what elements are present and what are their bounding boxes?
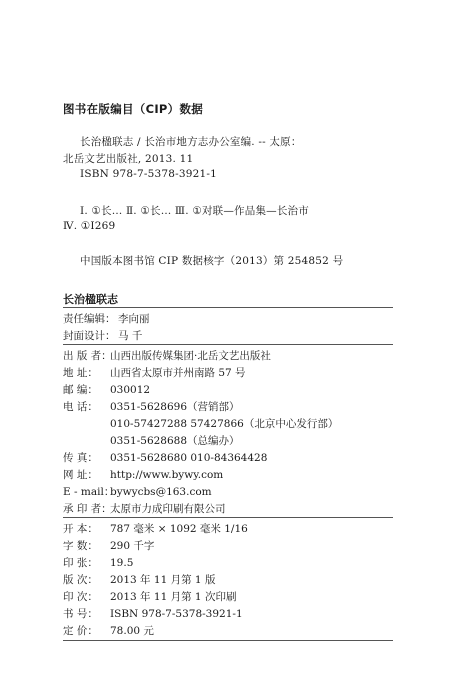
spec-value: 2013 年 11 月第 1 版: [110, 574, 216, 586]
spec-label: 开 本：: [63, 523, 98, 535]
info-value: 山西省太原市并州南路 57 号: [110, 367, 246, 379]
spec-label: 印 次：: [63, 591, 98, 603]
info-value: 0351-5628680 010-84364428: [110, 452, 268, 464]
info-printer: [63, 501, 226, 517]
cip-line-verification: 中国版本图书馆 CIP 数据核字（2013）第 254852 号: [80, 255, 344, 267]
info-website: [63, 467, 223, 483]
spec-label: 字 数：: [63, 540, 98, 552]
spec-value: 787 毫米 × 1092 毫米 1/16: [110, 523, 248, 535]
credit-label: 封面设计：: [63, 330, 116, 342]
info-label: 传 真：: [63, 452, 98, 464]
spec-format: [63, 521, 248, 537]
info-phone: [63, 399, 240, 415]
cip-line-isbn: ISBN 978-7-5378-3921-1: [80, 168, 218, 180]
spec-edition: [63, 572, 215, 588]
credit-editor: [63, 311, 150, 327]
spec-price: [63, 623, 154, 639]
info-publisher: [63, 348, 271, 364]
credit-value: 马 千: [118, 330, 143, 342]
info-label: 出 版 者：: [63, 350, 112, 362]
info-label: E - mail：: [63, 486, 115, 498]
divider-bottom: [63, 517, 393, 518]
info-phone-3: [63, 433, 240, 449]
info-address: [63, 365, 246, 381]
spec-value: 2013 年 11 月第 1 次印刷: [110, 591, 237, 603]
info-email: [63, 484, 212, 500]
spec-label: 印 张：: [63, 557, 98, 569]
spec-value: 19.5: [110, 557, 134, 569]
cip-line-title: 长治楹联志 / 长治市地方志办公室编. -- 太原：: [80, 136, 302, 148]
cip-line-publisher: 北岳文艺出版社, 2013. 11: [63, 153, 194, 165]
spec-printing: [63, 589, 236, 605]
divider-middle: [63, 344, 393, 345]
info-value: 0351-5628688（总编办）: [110, 435, 240, 447]
info-value: 山西出版传媒集团·北岳文艺出版社: [110, 350, 271, 362]
info-value: http://www.bywy.com: [110, 469, 224, 481]
info-fax: [63, 450, 267, 466]
divider-top: [63, 307, 393, 308]
info-value: 太原市力成印刷有限公司: [110, 503, 226, 515]
spec-isbn: [63, 606, 243, 622]
info-label: 邮 编：: [63, 384, 98, 396]
info-label: 电 话：: [63, 401, 98, 413]
spec-word-count: [63, 538, 154, 554]
info-value: 010-57427288 57427866（北京中心发行部）: [110, 418, 339, 430]
cip-heading: 图书在版编目（CIP）数据: [63, 102, 204, 116]
credit-value: 李向丽: [118, 313, 150, 325]
spec-value: ISBN 978-7-5378-3921-1: [110, 608, 243, 620]
info-phone-2: [63, 416, 338, 432]
credit-cover-design: [63, 328, 142, 344]
info-value: 030012: [110, 384, 151, 396]
credit-label: 责任编辑：: [63, 313, 116, 325]
info-label: 网 址：: [63, 469, 98, 481]
book-title: 长治楹联志: [63, 293, 118, 306]
spec-value: 78.00 元: [110, 625, 154, 637]
spec-label: 书 号：: [63, 608, 98, 620]
info-label: 地 址：: [63, 367, 98, 379]
divider-end: [63, 640, 393, 641]
spec-label: 版 次：: [63, 574, 98, 586]
info-postcode: [63, 382, 150, 398]
info-label: 承 印 者：: [63, 503, 112, 515]
cip-line-class-code: Ⅳ. ①I269: [63, 220, 116, 232]
info-value: 0351-5628696（营销部）: [110, 401, 240, 413]
spec-sheets: [63, 555, 133, 571]
info-value: bywycbs@163.com: [110, 486, 212, 498]
spec-value: 290 千字: [110, 540, 155, 552]
cip-line-classification: Ⅰ. ①长… Ⅱ. ①长… Ⅲ. ①对联—作品集—长治市: [80, 205, 309, 217]
spec-label: 定 价：: [63, 625, 98, 637]
